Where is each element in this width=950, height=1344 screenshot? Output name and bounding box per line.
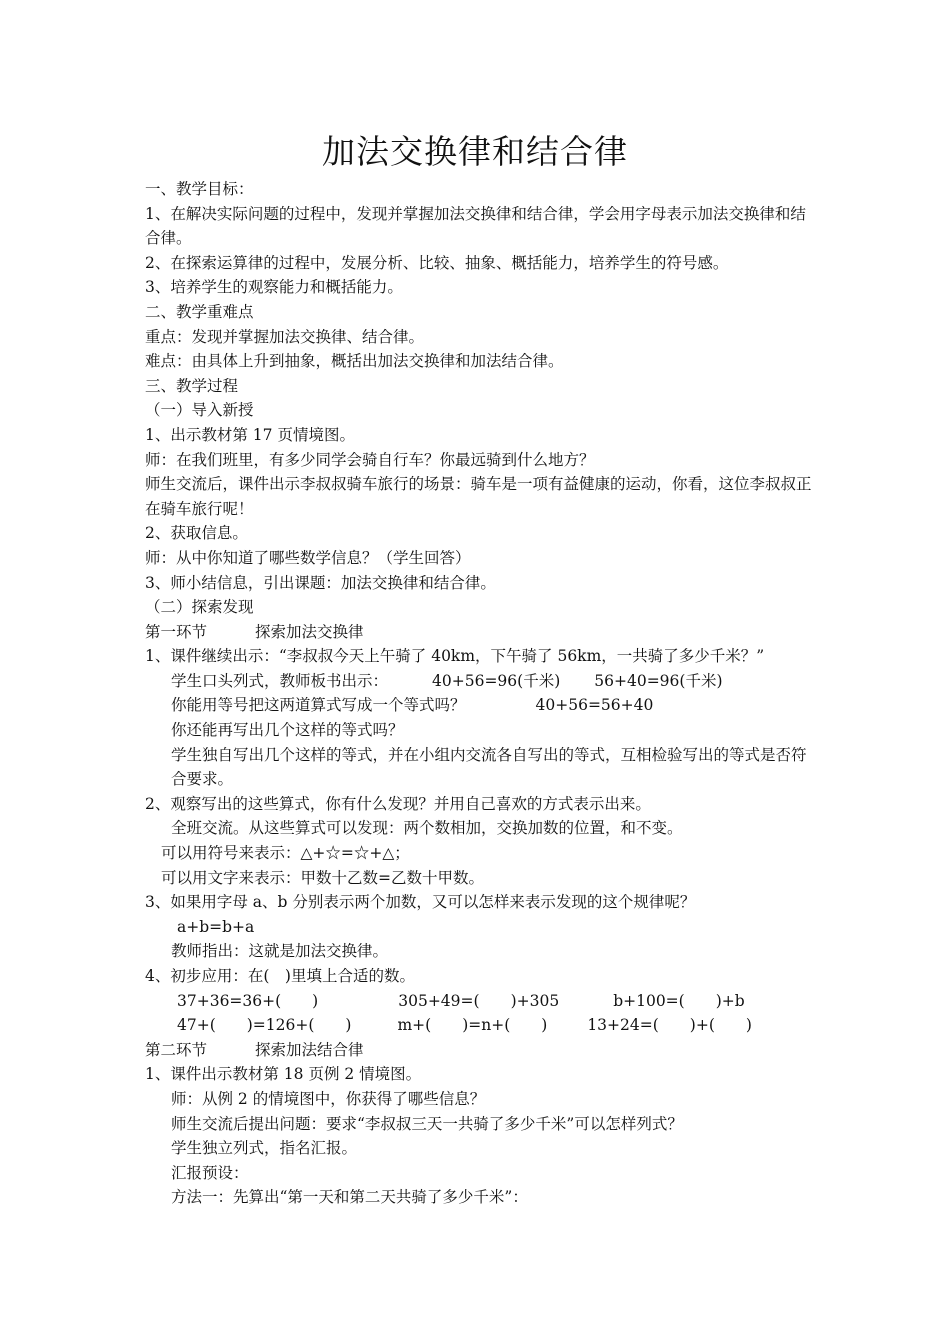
paragraph: 难点：由具体上升到抽象，概括出加法交换律和加法结合律。 [145,352,564,371]
stage-topic: 探索加法结合律 [255,1040,364,1059]
section-heading: 三、教学过程 [145,376,239,395]
exercise-row [145,989,815,1014]
exercise-item: 47+( )=126+( ) [177,1016,352,1035]
paragraph: 可以用符号来表示：△+☆=☆+△； [161,844,410,863]
paragraph: 1、在解决实际问题的过程中，发现并掌握加法交换律和结合律，学会用字母表示加法交换律和结合律。 [145,204,806,248]
paragraph: 学生独自写出几个这样的等式，并在小组内交流各自写出的等式，互相检验写出的等式是否符合要求。 [171,745,807,789]
section-heading: 二、教学重难点 [145,302,254,321]
document-body [145,177,815,1210]
exercise-row [145,1013,815,1038]
exercise-item: 13+24=( )+( ) [587,1016,752,1035]
paragraph: 教师指出：这就是加法交换律。 [171,942,389,961]
paragraph: 3、如果用字母 a、b 分别表示两个加数，又可以怎样来表示发现的这个规律呢？ [145,893,696,912]
equation: a+b=b+a [177,917,255,936]
paragraph: 师：从中你知道了哪些数学信息？（学生回答） [145,548,471,567]
stage-heading [145,1038,815,1063]
exercise-item: 37+36=36+( ) [177,991,319,1010]
paragraph: 师：从例 2 的情境图中，你获得了哪些信息？ [171,1089,486,1108]
paragraph: 汇报预设： [171,1163,249,1182]
document-title: 加法交换律和结合律 [322,132,628,171]
paragraph: 方法一：先算出“第一天和第二天共骑了多少千米”： [171,1188,528,1207]
paragraph: 你还能再写出几个这样的等式吗？ [171,721,404,740]
paragraph: 师生交流后，课件出示李叔叔骑车旅行的场景：骑车是一项有益健康的运动，你看，这位李叔叔正在骑车旅行呢！ [145,475,812,518]
paragraph: 3、培养学生的观察能力和概括能力。 [145,278,403,297]
exercise-item: m+( )=n+( ) [397,1016,548,1035]
stage-label: 第一环节 [145,622,208,641]
equation: 56+40=96(千米) [594,671,723,690]
section-heading: 一、教学目标： [145,180,254,198]
paragraph: 学生独立列式，指名汇报。 [171,1139,358,1158]
paragraph: 学生口头列式，教师板书出示： 40+56=96(千米) 56+40=96(千米) [171,671,723,690]
stage-topic: 探索加法交换律 [255,622,364,641]
paragraph: 1、出示教材第 17 页情境图。 [145,425,355,444]
paragraph: 全班交流。从这些算式可以发现：两个数相加，交换加数的位置，和不变。 [171,819,683,838]
paragraph: 师：在我们班里，有多少同学会骑自行车？你最远骑到什么地方？ [145,450,595,469]
paragraph: 1、课件继续出示：“李叔叔今天上午骑了 40km，下午骑了 56km，一共骑了多少千米？” [145,647,765,666]
exercise-item: 305+49=( )+305 [398,991,560,1010]
paragraph: 2、获取信息。 [145,524,248,543]
paragraph: 4、初步应用：在( )里填上合适的数。 [145,967,415,985]
paragraph: 可以用文字来表示：甲数十乙数=乙数十甲数。 [161,868,484,887]
subsection-heading: （二）探索发现 [145,598,254,617]
stage-label: 第二环节 [145,1040,208,1059]
equation: 40+56=96(千米) [432,671,561,690]
paragraph: 3、师小结信息，引出课题：加法交换律和结合律。 [145,573,496,592]
paragraph: 师生交流后提出问题：要求“李叔叔三天一共骑了多少千米”可以怎样列式？ [171,1114,683,1133]
paragraph: 重点：发现并掌握加法交换律、结合律。 [145,327,425,346]
paragraph: 2、在探索运算律的过程中，发展分析、比较、抽象、概括能力，培养学生的符号感。 [145,253,729,272]
paragraph: 1、课件出示教材第 18 页例 2 情境图。 [145,1065,422,1084]
paragraph: 2、观察写出的这些算式，你有什么发现？并用自己喜欢的方式表示出来。 [145,794,651,813]
paragraph: 你能用等号把这两道算式写成一个等式吗？ 40+56=56+40 [171,696,654,715]
stage-heading [145,620,815,645]
exercise-item: b+100=( )+b [613,991,745,1010]
equation: 40+56=56+40 [535,696,654,715]
subsection-heading: （一）导入新授 [145,401,254,420]
